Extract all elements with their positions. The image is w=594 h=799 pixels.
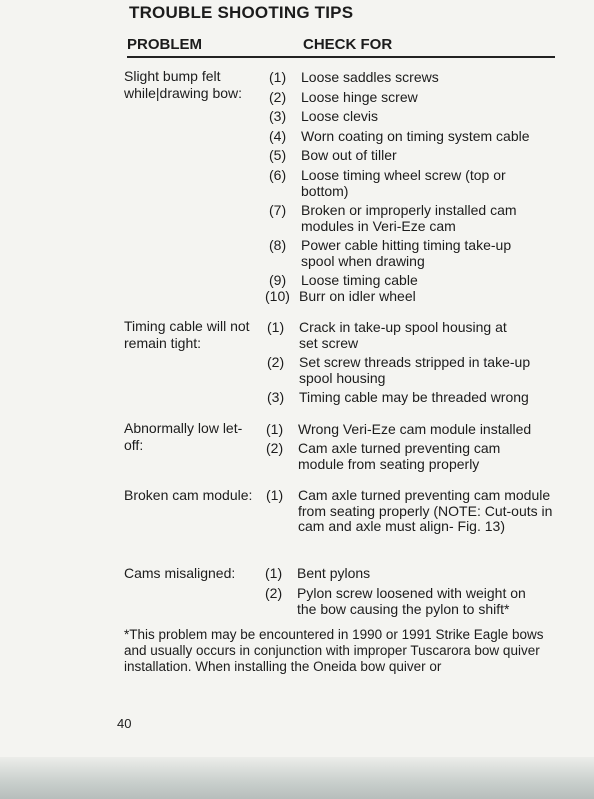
check-text: Crack in take-up spool housing at set screw: [299, 319, 507, 351]
check-text: Loose timing cable: [301, 272, 418, 288]
page-edge-shadow: [0, 757, 594, 799]
problem-label: Abnormally low let-off:: [124, 420, 243, 453]
check-number: (6): [269, 167, 287, 183]
check-number: (9): [269, 272, 287, 288]
problem-label: Cams misaligned:: [124, 565, 236, 581]
check-number: (1): [269, 69, 287, 85]
check-number: (4): [269, 128, 287, 144]
check-text: Cam axle turned preventing cam module from seating properly (NOTE: Cut-outs in cam and axle must align- Fig. 13): [298, 487, 553, 534]
check-number: (2): [267, 354, 285, 370]
check-number: (5): [269, 147, 287, 163]
check-text: Bent pylons: [297, 565, 371, 581]
check-number: (2): [269, 89, 287, 105]
problem-label: Timing cable will not remain tight:: [124, 318, 250, 351]
check-text: Wrong Veri-Eze cam module installed: [298, 421, 532, 437]
check-number: (7): [269, 202, 287, 218]
check-number: (3): [269, 108, 287, 124]
check-text: Power cable hitting timing take-up spool when drawing: [301, 237, 512, 269]
header-divider: [127, 56, 555, 58]
check-number: (3): [267, 389, 285, 405]
check-number: (2): [266, 440, 284, 456]
check-text: Burr on idler wheel: [299, 288, 416, 304]
check-text: Loose hinge screw: [301, 89, 418, 105]
problem-label: Slight bump felt while|drawing bow:: [124, 68, 243, 101]
check-number: (1): [265, 565, 283, 581]
check-text: Worn coating on timing system cable: [301, 128, 530, 144]
footnote: *This problem may be encountered in 1990 or 1991 Strike Eagle bows and usually occurs in conjunction with improper Tuscarora bow quiver installation. When installing the Oneida bow quiver or: [124, 627, 544, 674]
check-text: Timing cable may be threaded wrong: [299, 389, 529, 405]
check-number: (1): [266, 487, 284, 503]
check-number: (1): [266, 421, 284, 437]
page-number: 40: [117, 716, 132, 731]
check-for-column-header: CHECK FOR: [303, 36, 393, 53]
problem-column-header: PROBLEM: [127, 36, 202, 53]
check-text: Loose clevis: [301, 108, 379, 124]
check-text: Loose timing wheel screw (top or bottom): [301, 167, 506, 199]
check-number: (10): [265, 288, 290, 304]
check-number: (1): [267, 319, 285, 335]
check-text: Pylon screw loosened with weight on the bow causing the pylon to shift*: [297, 585, 526, 617]
problem-label: Broken cam module:: [124, 487, 253, 503]
check-text: Cam axle turned preventing cam module from seating properly: [298, 440, 501, 472]
check-number: (8): [269, 237, 287, 253]
check-number: (2): [265, 585, 283, 601]
page-title: TROUBLE SHOOTING TIPS: [129, 3, 354, 22]
check-text: Set screw threads stripped in take-up spool housing: [299, 354, 531, 386]
check-text: Bow out of tiller: [301, 147, 397, 163]
check-text: Loose saddles screws: [301, 69, 439, 85]
check-text: Broken or improperly installed cam modules in Veri-Eze cam: [301, 202, 517, 234]
